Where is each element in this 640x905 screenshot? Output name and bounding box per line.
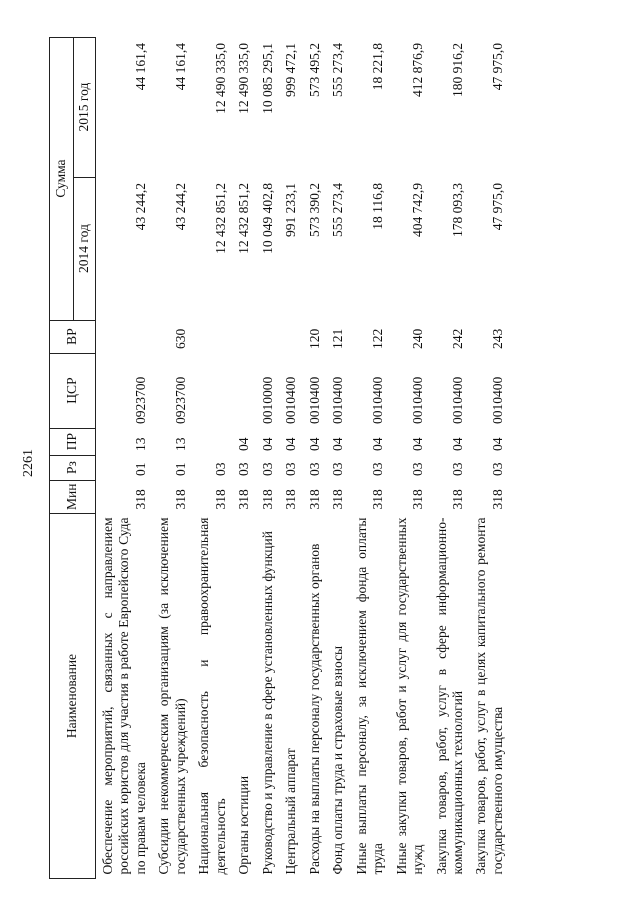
header-csr: ЦСР bbox=[50, 353, 96, 428]
row-sum-2015: 573 495,2 bbox=[306, 43, 322, 98]
row-sum-2015: 12 490 335,0 bbox=[236, 43, 252, 114]
header-year-2015: 2015 год bbox=[74, 37, 96, 177]
row-name: Субсидии некоммерческим организациям (за исключением государственных учреждений) bbox=[156, 517, 188, 875]
row-name: Национальная безопасность и правоохранительная деятельность bbox=[196, 517, 228, 875]
row-sum-2014: 43 244,2 bbox=[132, 183, 148, 231]
row-vr: 120 bbox=[306, 328, 322, 350]
row-rz: 03 bbox=[489, 462, 505, 477]
header-min: Мин bbox=[50, 480, 96, 513]
row-rz: 03 bbox=[212, 462, 228, 477]
row-vr: 630 bbox=[172, 328, 188, 350]
row-min: 318 bbox=[283, 489, 299, 510]
row-vr: 242 bbox=[449, 328, 465, 350]
row-pr: 04 bbox=[259, 437, 275, 452]
row-name: Фонд оплаты труда и страховые взносы bbox=[330, 645, 346, 875]
table-row bbox=[152, 37, 192, 878]
table-row bbox=[303, 37, 326, 878]
row-sum-2015: 412 876,9 bbox=[410, 43, 426, 98]
row-sum-2014: 18 116,8 bbox=[370, 183, 386, 230]
row-min: 318 bbox=[306, 489, 322, 510]
row-csr: 0010400 bbox=[410, 376, 426, 425]
row-pr: 13 bbox=[132, 437, 148, 452]
table-row bbox=[326, 37, 349, 878]
header-sum: Сумма bbox=[50, 37, 74, 320]
row-sum-2014: 12 432 851,2 bbox=[212, 183, 228, 254]
header-vr: ВР bbox=[50, 320, 96, 353]
row-name: Руководство и управление в сфере установленных функций bbox=[259, 531, 275, 875]
header-rz: Рз bbox=[50, 455, 96, 480]
row-rz: 03 bbox=[330, 462, 346, 477]
row-rz: 03 bbox=[449, 462, 465, 477]
row-name: Иные выплаты персоналу, за исключением фонда оплаты труда bbox=[353, 517, 386, 875]
row-vr: 122 bbox=[370, 328, 386, 350]
row-vr bbox=[192, 320, 232, 353]
row-csr bbox=[232, 353, 255, 428]
row-sum-2015: 18 221,8 bbox=[370, 43, 386, 91]
row-sum-2014: 991 233,1 bbox=[283, 183, 299, 238]
budget-table bbox=[49, 37, 509, 879]
header-year-2014: 2014 год bbox=[74, 177, 96, 320]
row-name: Закупка товаров, работ, услуг в сфере информационно-коммуникационных технологий bbox=[433, 517, 465, 875]
row-min: 318 bbox=[132, 489, 148, 510]
row-vr bbox=[256, 320, 279, 353]
row-sum-2014: 43 244,2 bbox=[172, 183, 188, 231]
row-csr: 0010400 bbox=[449, 376, 465, 425]
row-pr: 13 bbox=[172, 437, 188, 452]
row-pr bbox=[192, 428, 232, 455]
row-sum-2014: 10 049 402,8 bbox=[259, 183, 275, 254]
row-sum-2015: 555 273,4 bbox=[330, 43, 346, 98]
row-vr: 243 bbox=[489, 328, 505, 350]
row-pr: 04 bbox=[236, 437, 252, 452]
row-csr: 0010400 bbox=[370, 376, 386, 425]
table-body bbox=[96, 37, 510, 878]
row-pr: 04 bbox=[283, 437, 299, 452]
row-rz: 03 bbox=[236, 462, 252, 477]
row-min: 318 bbox=[330, 489, 346, 510]
row-vr bbox=[232, 320, 255, 353]
row-pr: 04 bbox=[370, 437, 386, 452]
table-row bbox=[96, 37, 153, 878]
row-rz: 03 bbox=[259, 462, 275, 477]
row-csr: 0010400 bbox=[306, 376, 322, 425]
row-sum-2015: 44 161,4 bbox=[132, 43, 148, 91]
row-sum-2015: 47 975,0 bbox=[489, 43, 505, 91]
table-row bbox=[390, 37, 430, 878]
row-sum-2015: 10 085 295,1 bbox=[259, 43, 275, 114]
row-vr bbox=[96, 320, 153, 353]
row-name: Органы юстиции bbox=[236, 775, 252, 875]
row-min: 318 bbox=[410, 489, 426, 510]
table-row bbox=[279, 37, 302, 878]
row-name: Расходы на выплаты персоналу государственных органов bbox=[306, 543, 322, 875]
row-min: 318 bbox=[236, 489, 252, 510]
table-row bbox=[350, 37, 390, 878]
header-name: Наименование bbox=[50, 514, 96, 879]
row-vr: 240 bbox=[410, 328, 426, 350]
row-sum-2015: 999 472,1 bbox=[283, 43, 299, 98]
row-min: 318 bbox=[259, 489, 275, 510]
row-csr: 0923700 bbox=[172, 376, 188, 425]
row-min: 318 bbox=[172, 489, 188, 510]
table-row bbox=[232, 37, 255, 878]
row-pr: 04 bbox=[330, 437, 346, 452]
row-csr: 0923700 bbox=[132, 376, 148, 425]
row-rz: 03 bbox=[370, 462, 386, 477]
row-vr: 121 bbox=[330, 328, 346, 350]
row-min: 318 bbox=[212, 489, 228, 510]
row-name: Обеспечение мероприятий, связанных с направлением российских юристов для участия в работе Европейского Суда по правам человека bbox=[100, 517, 148, 875]
row-csr: 0010000 bbox=[259, 376, 275, 425]
row-sum-2014: 47 975,0 bbox=[489, 183, 505, 231]
row-name: Закупка товаров, работ, услуг в целях капитального ремонта государственного имущества bbox=[473, 517, 505, 875]
row-csr: 0010400 bbox=[489, 376, 505, 425]
row-sum-2014: 555 273,4 bbox=[330, 183, 346, 238]
table-row bbox=[256, 37, 279, 878]
row-rz: 03 bbox=[306, 462, 322, 477]
row-pr: 04 bbox=[306, 437, 322, 452]
row-sum-2014: 12 432 851,2 bbox=[236, 183, 252, 254]
row-name: Иные закупки товаров, работ и услуг для государственных нужд bbox=[393, 517, 426, 875]
row-name: Центральный аппарат bbox=[283, 748, 299, 875]
table-row bbox=[192, 37, 232, 878]
row-pr: 04 bbox=[449, 437, 465, 452]
table-row bbox=[469, 37, 509, 878]
page-number: 2261 bbox=[21, 449, 36, 477]
row-csr bbox=[192, 353, 232, 428]
row-sum-2014: 404 742,9 bbox=[410, 183, 426, 238]
row-rz: 03 bbox=[410, 462, 426, 477]
row-sum-2014: 178 093,3 bbox=[449, 183, 465, 238]
row-pr: 04 bbox=[410, 437, 426, 452]
row-sum-2015: 180 916,2 bbox=[449, 43, 465, 98]
row-min: 318 bbox=[370, 489, 386, 510]
row-min: 318 bbox=[449, 489, 465, 510]
row-sum-2015: 12 490 335,0 bbox=[212, 43, 228, 114]
row-csr: 0010400 bbox=[283, 376, 299, 425]
row-pr: 04 bbox=[489, 437, 505, 452]
header-pr: ПР bbox=[50, 428, 96, 455]
table-row bbox=[430, 37, 470, 878]
row-rz: 01 bbox=[132, 462, 148, 477]
row-rz: 03 bbox=[283, 462, 299, 477]
row-csr: 0010400 bbox=[330, 376, 346, 425]
row-sum-2014: 573 390,2 bbox=[306, 183, 322, 238]
row-min: 318 bbox=[489, 489, 505, 510]
row-sum-2015: 44 161,4 bbox=[172, 43, 188, 91]
row-rz: 01 bbox=[172, 462, 188, 477]
row-vr bbox=[279, 320, 302, 353]
